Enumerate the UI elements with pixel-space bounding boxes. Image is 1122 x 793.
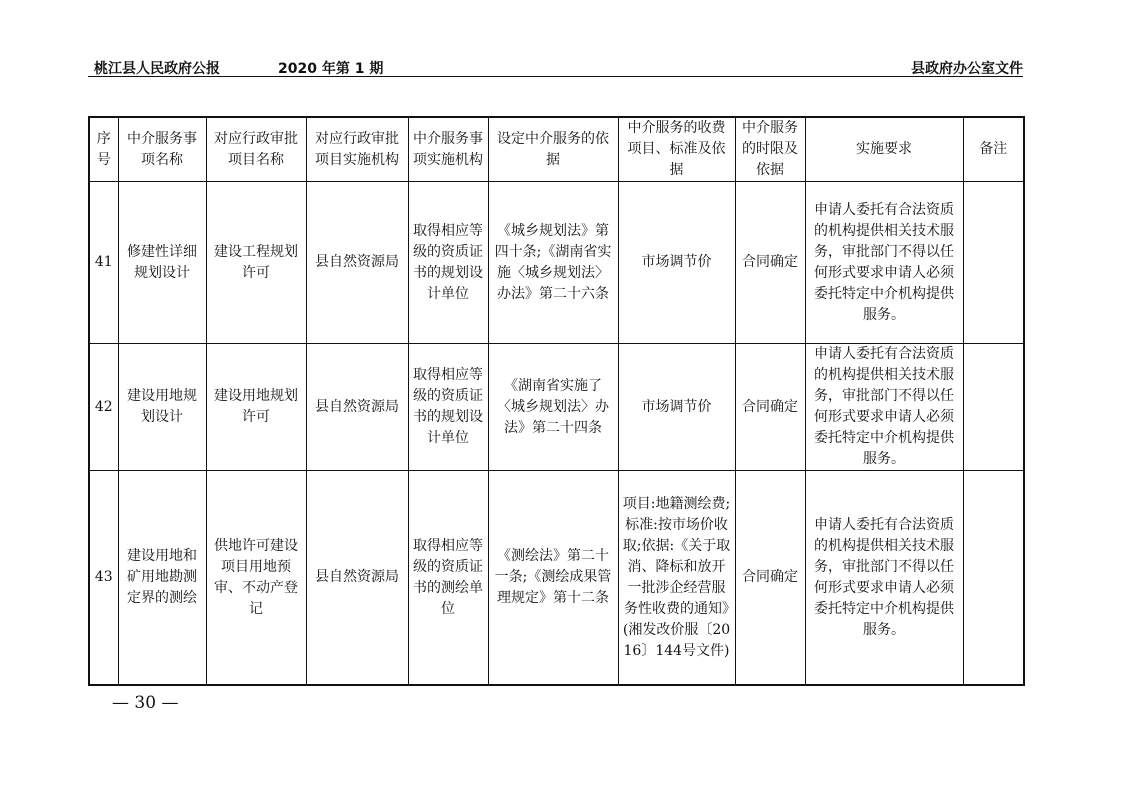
table-header-row (89, 117, 1024, 182)
col-header-fee: 中介服务的收费项目、标准及依据 (618, 117, 735, 182)
col-header-requirement: 实施要求 (805, 117, 963, 182)
cell-requirement: 申请人委托有合法资质的机构提供相关技术服务，审批部门不得以任何形式要求申请人必须委托特定中介机构提供服务。 (805, 471, 963, 685)
cell-service-agency: 取得相应等级的资质证书的测绘单位 (408, 471, 488, 685)
cell-approval-agency: 县自然资源局 (306, 344, 408, 471)
cell-remark (963, 344, 1024, 471)
cell-requirement: 申请人委托有合法资质的机构提供相关技术服务，审批部门不得以任何形式要求申请人必须委托特定中介机构提供服务。 (805, 182, 963, 344)
table-row (89, 471, 1024, 685)
cell-approval-item: 建设工程规划许可 (206, 182, 306, 344)
cell-name: 建设用地规划设计 (118, 344, 206, 471)
page-header (88, 56, 1023, 78)
publication-title: 桃江县人民政府公报 (94, 61, 220, 77)
col-header-service-agency: 中介服务事项实施机构 (408, 117, 488, 182)
cell-remark (963, 471, 1024, 685)
cell-fee: 项目:地籍测绘费;标准:按市场价收取;依据:《关于取消、降标和放开一批涉企经营服务性收费的通知》(湘发改价服〔2016〕144号文件) (618, 471, 735, 685)
cell-name: 修建性详细规划设计 (118, 182, 206, 344)
table-row (89, 344, 1024, 471)
cell-time-limit: 合同确定 (735, 471, 805, 685)
issue-label: 2020 年第 1 期 (278, 61, 384, 77)
col-header-time-limit: 中介服务的时限及依据 (735, 117, 805, 182)
cell-no: 43 (89, 471, 118, 685)
col-header-approval-agency: 对应行政审批项目实施机构 (306, 117, 408, 182)
cell-approval-agency: 县自然资源局 (306, 182, 408, 344)
section-label: 县政府办公室文件 (911, 61, 1023, 77)
page-number: — 30 — (112, 693, 179, 713)
cell-basis: 《城乡规划法》第四十条;《湖南省实施〈城乡规划法〉办法》第二十六条 (488, 182, 618, 344)
intermediary-services-table (88, 116, 1025, 686)
cell-time-limit: 合同确定 (735, 182, 805, 344)
cell-fee: 市场调节价 (618, 182, 735, 344)
col-header-basis: 设定中介服务的依据 (488, 117, 618, 182)
cell-remark (963, 182, 1024, 344)
cell-time-limit: 合同确定 (735, 344, 805, 471)
header-rule (88, 76, 1023, 77)
col-header-remark: 备注 (963, 117, 1024, 182)
cell-fee: 市场调节价 (618, 344, 735, 471)
cell-requirement: 申请人委托有合法资质的机构提供相关技术服务，审批部门不得以任何形式要求申请人必须委托特定中介机构提供服务。 (805, 344, 963, 471)
cell-name: 建设用地和矿用地勘测定界的测绘 (118, 471, 206, 685)
col-header-no: 序号 (89, 117, 118, 182)
col-header-approval-item: 对应行政审批项目名称 (206, 117, 306, 182)
cell-approval-item: 供地许可建设项目用地预审、不动产登记 (206, 471, 306, 685)
cell-service-agency: 取得相应等级的资质证书的规划设计单位 (408, 344, 488, 471)
cell-approval-item: 建设用地规划许可 (206, 344, 306, 471)
table-row (89, 182, 1024, 344)
cell-approval-agency: 县自然资源局 (306, 471, 408, 685)
col-header-name: 中介服务事项名称 (118, 117, 206, 182)
cell-no: 42 (89, 344, 118, 471)
cell-basis: 《测绘法》第二十一条;《测绘成果管理规定》第十二条 (488, 471, 618, 685)
cell-basis: 《湖南省实施了〈城乡规划法〉办法》第二十四条 (488, 344, 618, 471)
cell-service-agency: 取得相应等级的资质证书的规划设计单位 (408, 182, 488, 344)
cell-no: 41 (89, 182, 118, 344)
